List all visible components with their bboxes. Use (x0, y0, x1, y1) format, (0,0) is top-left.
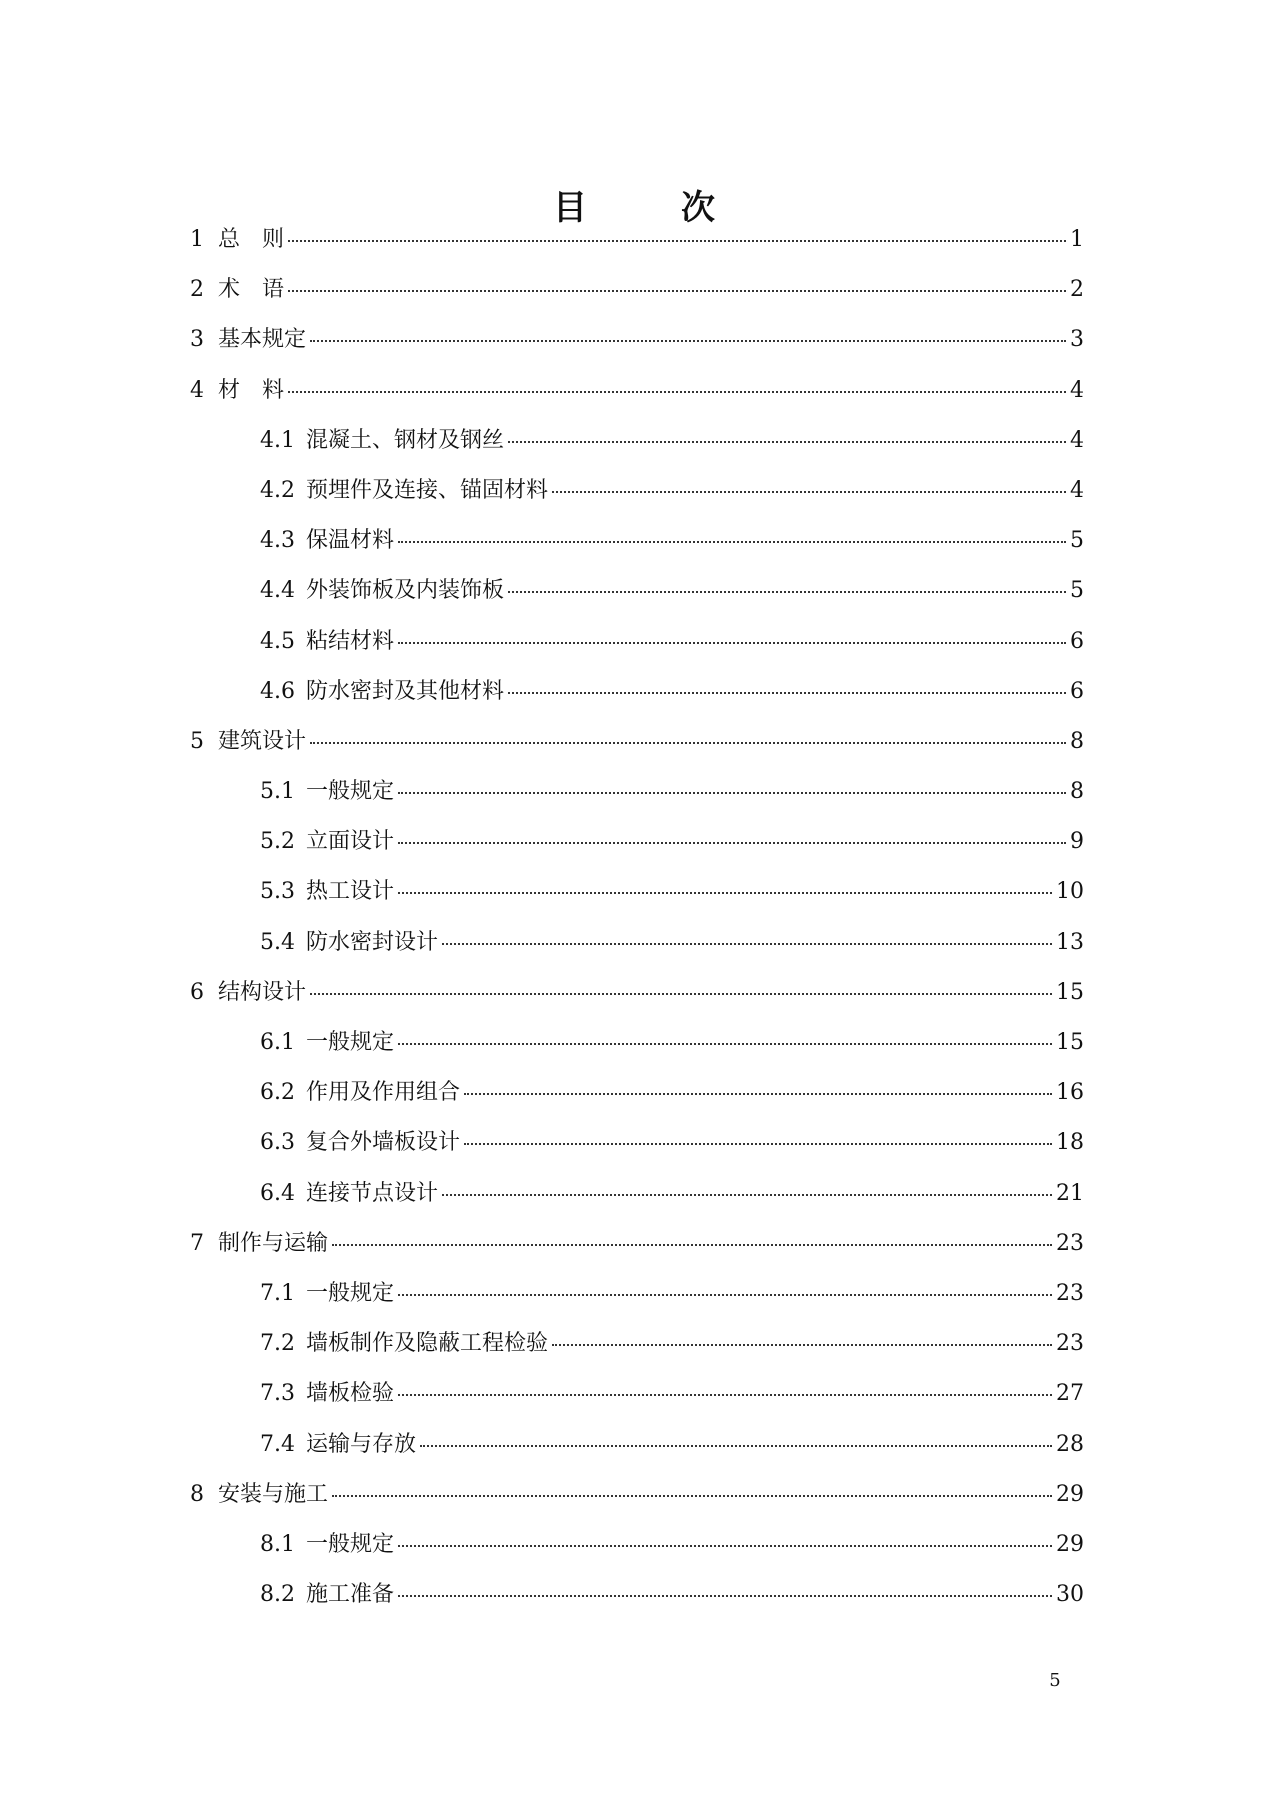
toc-entry[interactable] (190, 1279, 1084, 1329)
toc-dot-leader (288, 290, 1066, 292)
toc-entry-number: 3 (190, 327, 204, 353)
toc-entry-label: 一般规定 (306, 1030, 395, 1055)
toc-entry-label: 保温材料 (306, 528, 395, 554)
toc-entry-label: 一般规定 (306, 1531, 395, 1557)
toc-entry[interactable] (190, 978, 1084, 1028)
toc-entry-number: 5.3 (260, 879, 295, 905)
toc-entry-number: 4.1 (260, 427, 295, 453)
toc-entry-label: 立面设计 (306, 829, 395, 855)
toc-dot-leader (442, 943, 1052, 945)
toc-entry[interactable] (190, 1179, 1084, 1229)
toc-entry[interactable] (190, 476, 1084, 526)
toc-entry-number: 6.4 (260, 1180, 295, 1206)
toc-entry[interactable] (190, 225, 1084, 275)
toc-entry-label: 结构设计 (218, 979, 307, 1005)
toc-entry-page: 4 (1070, 477, 1084, 503)
toc-entry-number: 8.1 (260, 1531, 295, 1557)
toc-entry-number: 6.2 (260, 1080, 295, 1106)
toc-entry-page: 21 (1056, 1180, 1084, 1206)
toc-entry-label: 混凝土、钢材及钢丝 (306, 427, 505, 453)
toc-dot-leader (398, 1043, 1052, 1045)
toc-entry-label: 材 料 (218, 377, 285, 403)
toc-entry-page: 15 (1056, 979, 1084, 1005)
toc-entry-page: 5 (1070, 578, 1084, 604)
toc-entry[interactable] (190, 1128, 1084, 1178)
toc-entry-page: 23 (1056, 1230, 1084, 1256)
toc-dot-leader (508, 441, 1066, 443)
toc-entry-page: 5 (1070, 528, 1084, 554)
toc-entry-number: 5.4 (260, 929, 295, 955)
toc-entry-label: 一般规定 (306, 779, 395, 805)
toc-entry[interactable] (190, 275, 1084, 325)
toc-entry[interactable] (190, 1530, 1084, 1580)
toc-entry[interactable] (190, 1580, 1084, 1630)
toc-entry-label: 复合外墙板设计 (306, 1130, 461, 1156)
toc-entry-number: 8 (190, 1481, 204, 1507)
toc-entry-number: 7.2 (260, 1331, 295, 1357)
toc-entry[interactable] (190, 1430, 1084, 1480)
toc-dot-leader (398, 892, 1052, 894)
toc-dot-leader (332, 1495, 1052, 1497)
toc-entry-page: 9 (1070, 829, 1084, 855)
toc-dot-leader (464, 1093, 1052, 1095)
toc-entry[interactable] (190, 526, 1084, 576)
toc-entry-label: 施工准备 (306, 1582, 395, 1608)
toc-entry[interactable] (190, 827, 1084, 877)
toc-entry[interactable] (190, 376, 1084, 426)
toc-entry-label: 术 语 (218, 277, 285, 303)
toc-dot-leader (442, 1194, 1052, 1196)
toc-entry-page: 6 (1070, 628, 1084, 654)
toc-entry-label: 运输与存放 (306, 1431, 417, 1457)
toc-entry[interactable] (190, 1078, 1084, 1128)
toc-dot-leader (310, 340, 1066, 342)
toc-entry-label: 作用及作用组合 (306, 1080, 461, 1106)
toc-dot-leader (508, 692, 1066, 694)
toc-entry-page: 29 (1056, 1481, 1084, 1507)
toc-entry-number: 6.1 (260, 1030, 295, 1055)
toc-entry-page: 27 (1056, 1381, 1084, 1407)
toc-entry-number: 7.4 (260, 1431, 295, 1457)
toc-entry-page: 18 (1056, 1130, 1084, 1156)
toc-entry-label: 粘结材料 (306, 628, 395, 654)
toc-dot-leader (552, 491, 1066, 493)
toc-entry[interactable] (190, 727, 1084, 777)
toc-entry-label: 安装与施工 (218, 1481, 329, 1507)
toc-entry-page: 30 (1056, 1582, 1084, 1608)
toc-entry-page: 10 (1056, 879, 1084, 905)
toc-entry-page: 3 (1070, 327, 1084, 353)
toc-entry-label: 基本规定 (218, 327, 307, 353)
toc-dot-leader (398, 541, 1066, 543)
page-number: 5 (1049, 1670, 1061, 1691)
toc-dot-leader (398, 1294, 1052, 1296)
toc-entry[interactable] (190, 1480, 1084, 1530)
toc-entry-number: 5.2 (260, 829, 295, 855)
toc-entry-number: 5.1 (260, 779, 295, 805)
toc-entry-page: 23 (1056, 1280, 1084, 1306)
toc-entry-page: 28 (1056, 1431, 1084, 1457)
toc-entry[interactable] (190, 928, 1084, 978)
toc-entry[interactable] (190, 1329, 1084, 1379)
toc-entry-page: 4 (1070, 427, 1084, 453)
toc-entry[interactable] (190, 325, 1084, 375)
toc-entry-number: 5 (190, 728, 204, 754)
toc-dot-leader (420, 1445, 1052, 1447)
toc-entry-page: 15 (1056, 1030, 1084, 1055)
toc-entry[interactable] (190, 1379, 1084, 1429)
toc-entry[interactable] (190, 1229, 1084, 1279)
toc-dot-leader (552, 1344, 1052, 1346)
toc-entry-number: 8.2 (260, 1582, 295, 1608)
toc-entry-label: 外装饰板及内装饰板 (306, 578, 505, 604)
toc-dot-leader (398, 1394, 1052, 1396)
toc-entry-label: 制作与运输 (218, 1230, 329, 1256)
toc-dot-leader (508, 591, 1066, 593)
toc-entry-label: 墙板制作及隐蔽工程检验 (306, 1331, 549, 1357)
toc-dot-leader (464, 1143, 1052, 1145)
toc-entry-number: 7.1 (260, 1280, 295, 1306)
toc-entry-number: 4.6 (260, 678, 295, 704)
toc-entry-label: 预埋件及连接、锚固材料 (306, 477, 549, 503)
toc-entry-number: 6 (190, 979, 204, 1005)
toc-entry-page: 8 (1070, 779, 1084, 805)
toc-dot-leader (310, 742, 1066, 744)
toc-entry-page: 1 (1070, 227, 1084, 252)
toc-entry-number: 4.4 (260, 578, 295, 604)
toc-entry-label: 连接节点设计 (306, 1180, 439, 1206)
toc-entry-label: 墙板检验 (306, 1381, 395, 1407)
toc-entry-number: 4.2 (260, 477, 295, 503)
toc-entry-label: 总 则 (218, 227, 285, 252)
toc-entry[interactable] (190, 677, 1084, 727)
toc-entry[interactable] (190, 777, 1084, 827)
toc-entry-number: 4.5 (260, 628, 295, 654)
toc-entry-label: 一般规定 (306, 1280, 395, 1306)
toc-entry[interactable] (190, 576, 1084, 626)
toc-entry-number: 2 (190, 277, 204, 303)
toc-dot-leader (398, 1545, 1052, 1547)
toc-entry-number: 1 (190, 227, 204, 252)
toc-entry-label: 防水密封及其他材料 (306, 678, 505, 704)
toc-entry-number: 7 (190, 1230, 204, 1256)
toc-entry-page: 13 (1056, 929, 1084, 955)
toc-entry-page: 6 (1070, 678, 1084, 704)
toc-entry-label: 防水密封设计 (306, 929, 439, 955)
toc-entry-page: 4 (1070, 377, 1084, 403)
toc-dot-leader (310, 993, 1052, 995)
toc-entry-label: 热工设计 (306, 879, 395, 905)
toc-entry-page: 23 (1056, 1331, 1084, 1357)
toc-dot-leader (398, 642, 1066, 644)
toc-entry-label: 建筑设计 (218, 728, 307, 754)
toc-dot-leader (332, 1244, 1052, 1246)
table-of-contents (190, 225, 1084, 1630)
toc-dot-leader (398, 1595, 1052, 1597)
toc-entry-page: 2 (1070, 277, 1084, 303)
toc-dot-leader (398, 842, 1066, 844)
toc-entry-page: 29 (1056, 1531, 1084, 1557)
toc-entry[interactable] (190, 426, 1084, 476)
toc-entry-page: 8 (1070, 728, 1084, 754)
page-title: 目 次 (553, 187, 745, 228)
toc-dot-leader (288, 240, 1066, 242)
toc-entry-number: 4.3 (260, 528, 295, 554)
toc-entry[interactable] (190, 1028, 1084, 1078)
toc-dot-leader (288, 391, 1066, 393)
toc-entry[interactable] (190, 877, 1084, 927)
toc-entry-number: 4 (190, 377, 204, 403)
toc-entry-page: 16 (1056, 1080, 1084, 1106)
toc-dot-leader (398, 792, 1066, 794)
toc-entry-number: 6.3 (260, 1130, 295, 1156)
toc-entry-number: 7.3 (260, 1381, 295, 1407)
toc-entry[interactable] (190, 627, 1084, 677)
